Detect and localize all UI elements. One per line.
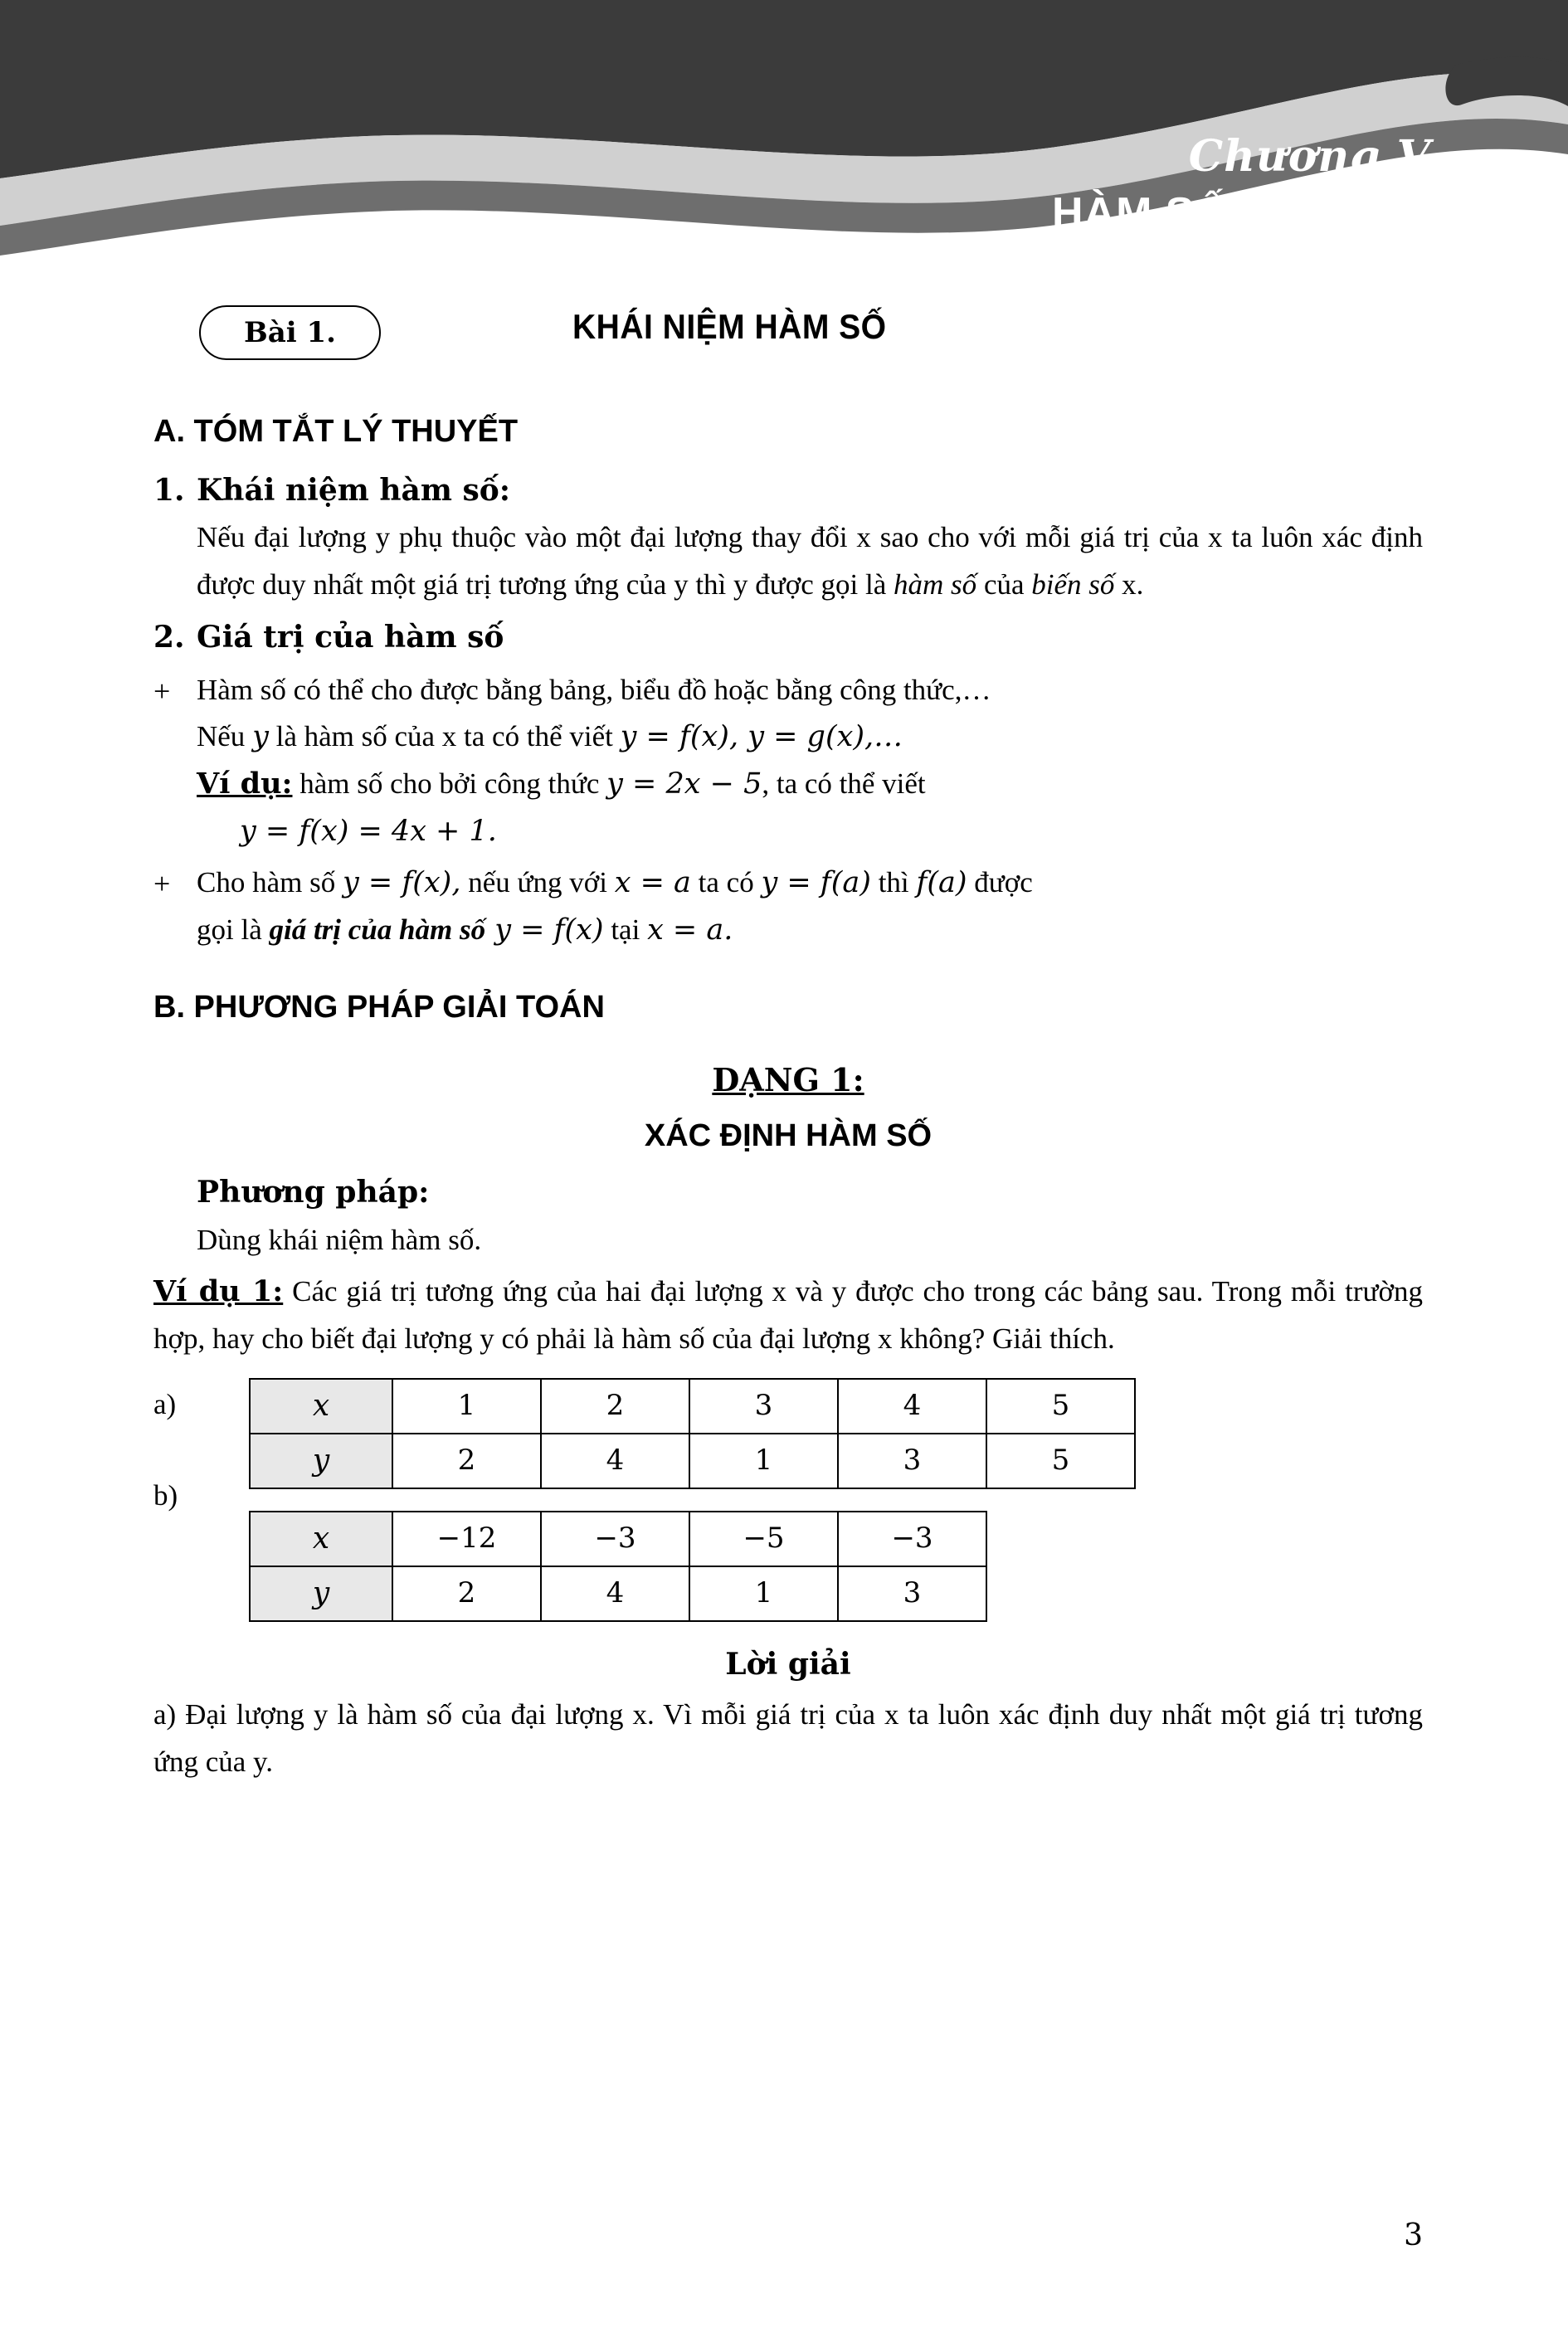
table-b-x-3: −3 — [838, 1512, 986, 1566]
table-a-x-3: 4 — [838, 1379, 986, 1434]
bullet-1-example-line-2 — [197, 808, 1423, 855]
bullet-2-mid1: nếu ứng với — [460, 866, 615, 899]
table-a-y-2: 1 — [689, 1434, 838, 1488]
item-2-title: Giá trị của hàm số — [197, 620, 504, 655]
table-b-x-2: −5 — [689, 1512, 838, 1566]
chapter-heading — [1052, 133, 1431, 238]
item-1-title: Khái niệm hàm số: — [197, 472, 511, 508]
table-a-y-0: 2 — [392, 1434, 541, 1488]
lesson-title: KHÁI NIỆM HÀM SỐ — [572, 307, 887, 346]
table-a-y-4: 5 — [986, 1434, 1135, 1488]
solution-label: Lời giải — [725, 1646, 851, 1682]
bullet-2-marker: + — [153, 867, 171, 901]
table-b-wrapper — [153, 1478, 1423, 1622]
item-2-bullet-1 — [153, 667, 1423, 855]
bullet-2-m2: x = a — [614, 866, 691, 900]
table-row — [250, 1512, 986, 1566]
page-number: 3 — [1404, 2218, 1423, 2252]
lesson-row — [0, 305, 1568, 372]
item-2-number: 2. — [153, 620, 185, 655]
table-a-x-2: 3 — [689, 1379, 838, 1434]
bullet-2-body — [197, 859, 1423, 953]
section-b-heading: B. PHƯƠNG PHÁP GIẢI TOÁN — [153, 989, 605, 1025]
table-a-wrapper — [153, 1378, 1423, 1489]
bullet-2-line2-m1: y = f(x) — [485, 913, 604, 947]
bullet-2-m3: y = f(a) — [761, 866, 871, 900]
example-1-label: Ví dụ 1: — [153, 1274, 284, 1309]
bullet-2-m1: y = f(x), — [342, 866, 461, 900]
bullet-1-var: y — [252, 720, 269, 754]
table-b-y-header: y — [250, 1566, 392, 1621]
solution-text-a: a) Đại lượng y là hàm số của đại lượng x. Vì mỗi giá trị của x ta luôn xác định duy nhất một giá trị tương ứng của y. — [153, 1698, 1423, 1778]
dang-title: XÁC ĐỊNH HÀM SỐ — [644, 1118, 933, 1153]
item-2-bullet-2 — [153, 859, 1423, 953]
item-1-text-mid: của — [976, 567, 1032, 601]
method-label: Phương pháp: — [197, 1175, 430, 1210]
chapter-title: HÀM SỐ – ĐỒ THỊ — [1051, 189, 1431, 238]
table-a-x-4: 5 — [986, 1379, 1135, 1434]
table-a-y-1: 4 — [541, 1434, 689, 1488]
bullet-1-math: y = f(x), y = g(x),… — [620, 720, 903, 754]
section-a-item-1 — [153, 466, 1423, 514]
table-a-x-0: 1 — [392, 1379, 541, 1434]
table-row — [250, 1566, 986, 1621]
bullet-2-pre: Cho hàm số — [197, 866, 343, 899]
example-pre: hàm số cho bởi công thức — [292, 767, 607, 800]
item-1-text — [153, 514, 1423, 608]
lesson-badge: Bài 1. — [199, 305, 381, 360]
bullet-2-mid3: thì — [870, 866, 917, 899]
table-row — [250, 1434, 1135, 1488]
bullet-1-line-1: Hàm số có thể cho được bằng bảng, biểu đồ hoặc bằng công thức,… — [197, 673, 991, 706]
document-content — [153, 407, 1423, 1785]
example-math-2: y = f(x) = 4x + 1. — [240, 814, 497, 848]
table-a-x-1: 2 — [541, 1379, 689, 1434]
bullet-2-mid2: ta có — [690, 866, 762, 899]
section-a-item-2 — [153, 613, 1423, 661]
bullet-1-line-2 — [197, 713, 1423, 761]
item-1-text-end: x. — [1114, 567, 1144, 601]
chapter-label: Chương V — [1188, 131, 1431, 182]
table-b-x-0: −12 — [392, 1512, 541, 1566]
table-b-y-1: 4 — [541, 1566, 689, 1621]
example-post: , ta có thể viết — [762, 767, 926, 800]
bullet-2-line-2 — [197, 907, 1423, 954]
item-1-number: 1. — [153, 472, 185, 508]
example-1-paragraph — [153, 1269, 1423, 1362]
example-math: y = 2x − 5 — [606, 767, 762, 801]
bullet-2-mid4: được — [967, 866, 1033, 899]
bullet-1-example — [197, 761, 1423, 808]
bullet-2-line2-mid: tại — [603, 913, 648, 946]
value-table-b — [249, 1511, 987, 1622]
table-a-y-3: 3 — [838, 1434, 986, 1488]
table-a-x-header: x — [250, 1379, 392, 1434]
bullet-marker: + — [153, 674, 171, 708]
item-1-em-1: hàm số — [894, 567, 977, 601]
table-row — [250, 1379, 1135, 1434]
item-1-text-main: Nếu đại lượng y phụ thuộc vào một đại lượng thay đổi x sao cho với mỗi giá trị của x ta luôn xác định được duy nhất một giá trị tương ứng của y thì y được gọi là — [197, 520, 1423, 601]
table-b-y-2: 1 — [689, 1566, 838, 1621]
value-table-a — [249, 1378, 1136, 1489]
example-label: Ví dụ: — [197, 766, 293, 801]
bullet-2-line2-em: giá trị của hàm số — [269, 913, 486, 946]
bullet-1-line-2-pre: Nếu — [197, 720, 253, 753]
bullet-1-line-2-mid: là hàm số của x ta có thể viết — [268, 720, 621, 753]
table-b-x-header: x — [250, 1512, 392, 1566]
table-b-y-0: 2 — [392, 1566, 541, 1621]
dang-block — [153, 1054, 1423, 1161]
table-b-x-1: −3 — [541, 1512, 689, 1566]
table-a-y-header: y — [250, 1434, 392, 1488]
method-text: Dùng khái niệm hàm số. — [197, 1223, 482, 1256]
table-b-y-3: 3 — [838, 1566, 986, 1621]
dang-label: DẠNG 1: — [712, 1061, 864, 1099]
section-a-heading: A. TÓM TẮT LÝ THUYẾT — [153, 414, 519, 449]
bullet-2-line2-m2: x = a. — [647, 913, 733, 947]
bullet-1-body — [197, 667, 1423, 855]
table-a-label: a) — [153, 1387, 177, 1420]
item-1-em-2: biến số — [1031, 567, 1115, 601]
table-b-label: b) — [153, 1478, 178, 1512]
bullet-2-line2-pre: gọi là — [197, 913, 270, 946]
bullet-2-m4: f(a) — [916, 866, 967, 900]
example-1-text: Các giá trị tương ứng của hai đại lượng x và y được cho trong các bảng sau. Trong mỗi trường hợp, hay cho biết đại lượng y có phải là hàm số của đại lượng x không? Giải thích. — [153, 1275, 1423, 1355]
